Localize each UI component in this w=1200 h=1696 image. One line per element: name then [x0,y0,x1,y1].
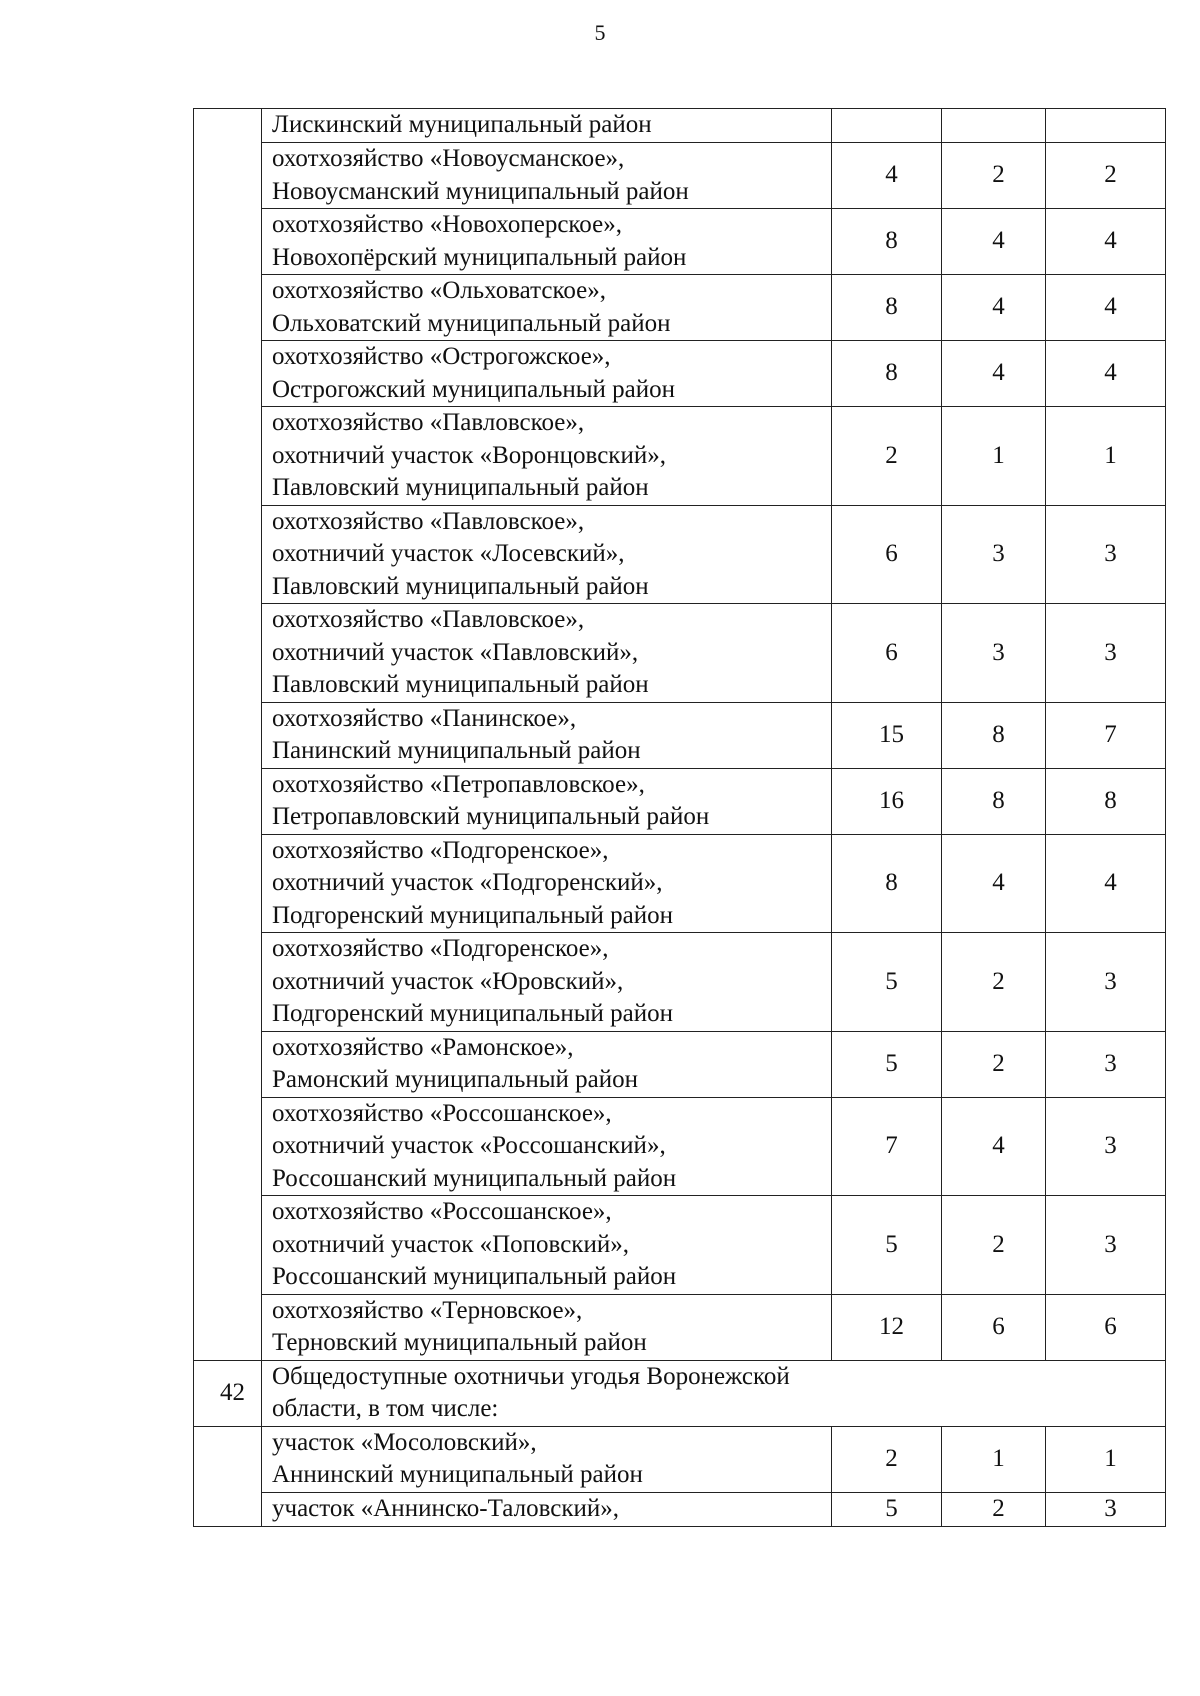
quota-value-cell: 3 [1046,1196,1166,1295]
hunting-ground-cell [262,341,832,407]
page-number: 5 [594,20,606,45]
quota-value-cell: 6 [832,505,942,604]
hunting-ground-cell [262,505,832,604]
hunting-ground-text-line: охотхозяйство «Подгоренское», [272,935,609,962]
hunting-ground-cell [262,1097,832,1196]
hunting-ground-cell [262,933,832,1032]
table-row [194,209,1166,275]
table-row [194,341,1166,407]
hunting-ground-text-line: охотхозяйство «Павловское», [272,507,585,535]
table-row [194,1097,1166,1196]
quota-value-cell: 6 [942,1294,1046,1360]
quota-value-cell: 6 [832,604,942,703]
row-number-cell: 42 [194,1360,262,1426]
quota-value-cell: 16 [832,768,942,834]
hunting-ground-text-line: охотхозяйство «Терновское», [272,1296,583,1324]
hunting-ground-cell [262,702,832,768]
quota-value-cell: 8 [832,275,942,341]
hunting-ground-cell [262,1294,832,1360]
hunting-ground-text-line: охотничий участок «Россошанский», [272,1132,666,1159]
quota-value-cell: 4 [942,834,1046,933]
quota-value-cell: 5 [832,933,942,1032]
hunting-ground-text-line: участок «Аннинско-Таловский», [272,1494,619,1522]
hunting-ground-text-line: охотхозяйство «Новохоперское», [272,211,622,238]
quota-value-cell: 2 [832,1426,942,1492]
quota-value-cell: 3 [1046,604,1166,703]
quota-value-cell: 3 [942,505,1046,604]
hunting-ground-text-line: Терновский муниципальный район [272,1329,647,1356]
hunting-ground-text-line: Острогожский муниципальный район [272,375,676,403]
hunting-ground-text-line: охотничий участок «Юровский», [272,967,624,995]
table-row [194,1294,1166,1360]
hunting-ground-text-line: охотничий участок «Поповский», [272,1230,629,1258]
hunting-ground-cell [262,1426,832,1492]
hunting-ground-cell [262,275,832,341]
quota-value-cell: 1 [942,1426,1046,1492]
quota-value-cell: 12 [832,1294,942,1360]
hunting-ground-text-line: охотхозяйство «Панинское», [272,704,577,732]
quota-value-cell: 1 [1046,407,1166,506]
quota-value-cell [832,109,942,143]
hunting-ground-text-line: охотхозяйство «Павловское», [272,409,585,436]
hunting-ground-text-line: охотхозяйство «Острогожское», [272,343,611,370]
hunting-ground-text-line: Лискинский муниципальный район [272,111,652,139]
quota-value-cell [942,109,1046,143]
hunting-ground-text-line: Россошанский муниципальный район [272,1263,677,1290]
table-row [194,1196,1166,1295]
hunting-ground-text-line: охотхозяйство «Рамонское», [272,1033,574,1061]
quota-value-cell: 3 [942,604,1046,703]
quota-value-cell: 4 [942,275,1046,341]
quota-value-cell: 2 [942,1031,1046,1097]
quota-value-cell: 7 [832,1097,942,1196]
table-row [194,834,1166,933]
quota-value-cell: 8 [832,209,942,275]
hunting-ground-cell [262,109,832,143]
hunting-ground-text-line: Подгоренский муниципальный район [272,1000,673,1027]
hunting-ground-text-line: охотхозяйство «Россошанское», [272,1099,612,1127]
quota-table-body [194,109,1166,1527]
table-row [194,1360,1166,1426]
quota-value-cell: 6 [1046,1294,1166,1360]
quota-value-cell: 8 [832,834,942,933]
hunting-ground-text-line: охотхозяйство «Россошанское», [272,1198,612,1225]
table-row [194,109,1166,143]
quota-value-cell: 3 [1046,505,1166,604]
hunting-ground-cell [262,768,832,834]
hunting-ground-text-line: охотхозяйство «Петропавловское», [272,770,645,798]
row-number-cell [194,109,262,1361]
quota-value-cell: 3 [1046,1492,1166,1526]
hunting-ground-cell [262,143,832,209]
quota-value-cell: 4 [942,1097,1046,1196]
quota-value-cell [1046,109,1166,143]
hunting-ground-cell [262,604,832,703]
hunting-ground-cell [262,1031,832,1097]
hunting-ground-text-line: Россошанский муниципальный район [272,1164,677,1192]
table-row [194,604,1166,703]
table-row [194,933,1166,1032]
hunting-ground-text-line: охотхозяйство «Ольховатское», [272,277,606,304]
quota-value-cell: 8 [942,702,1046,768]
table-row [194,1031,1166,1097]
hunting-ground-text-line: охотхозяйство «Павловское», [272,606,585,633]
hunting-ground-text-line: охотничий участок «Павловский», [272,638,639,666]
quota-value-cell: 4 [1046,209,1166,275]
quota-value-cell: 4 [1046,275,1166,341]
quota-table [193,108,1166,1527]
quota-value-cell: 5 [832,1196,942,1295]
hunting-ground-cell [262,834,832,933]
hunting-ground-cell [262,1492,832,1526]
hunting-ground-text-line: охотничий участок «Подгоренский», [272,869,663,896]
quota-value-cell: 2 [942,1196,1046,1295]
quota-value-cell: 8 [1046,768,1166,834]
hunting-ground-text-line: Аннинский муниципальный район [272,1461,643,1488]
quota-value-cell: 2 [832,407,942,506]
quota-value-cell: 4 [942,341,1046,407]
hunting-ground-text-line: Павловский муниципальный район [272,671,649,698]
quota-value-cell: 4 [942,209,1046,275]
hunting-ground-text-line: охотничий участок «Воронцовский», [272,441,666,469]
table-row [194,1426,1166,1492]
hunting-ground-text-line: Новохопёрский муниципальный район [272,243,687,271]
quota-value-cell: 4 [1046,341,1166,407]
hunting-ground-text-line: Общедоступные охотничьи угодья Воронежской [272,1362,790,1390]
hunting-ground-text-line: Новоусманский муниципальный район [272,177,689,205]
hunting-ground-cell [262,1360,1166,1426]
quota-value-cell: 1 [942,407,1046,506]
quota-value-cell: 4 [832,143,942,209]
hunting-ground-text-line: области, в том числе: [272,1395,499,1422]
hunting-ground-cell [262,1196,832,1295]
quota-value-cell: 8 [942,768,1046,834]
quota-value-cell: 2 [942,1492,1046,1526]
table-row [194,768,1166,834]
quota-value-cell: 3 [1046,1031,1166,1097]
quota-value-cell: 3 [1046,1097,1166,1196]
hunting-ground-text-line: Ольховатский муниципальный район [272,309,671,337]
quota-value-cell: 2 [1046,143,1166,209]
quota-value-cell: 15 [832,702,942,768]
quota-value-cell: 3 [1046,933,1166,1032]
hunting-ground-text-line: Подгоренский муниципальный район [272,901,673,929]
table-row [194,407,1166,506]
hunting-ground-text-line: Рамонский муниципальный район [272,1066,639,1093]
hunting-ground-text-line: Петропавловский муниципальный район [272,803,710,830]
quota-value-cell: 4 [1046,834,1166,933]
hunting-ground-text-line: Павловский муниципальный район [272,572,649,600]
hunting-ground-text-line: участок «Мосоловский», [272,1428,537,1456]
hunting-ground-text-line: охотхозяйство «Подгоренское», [272,836,609,864]
table-row [194,505,1166,604]
table-row [194,275,1166,341]
quota-value-cell: 5 [832,1031,942,1097]
row-number-cell [194,1426,262,1526]
table-row [194,143,1166,209]
table-row [194,1492,1166,1526]
hunting-ground-text-line: Панинский муниципальный район [272,737,641,764]
hunting-ground-cell [262,209,832,275]
quota-value-cell: 1 [1046,1426,1166,1492]
hunting-ground-text-line: Павловский муниципальный район [272,474,649,501]
quota-value-cell: 8 [832,341,942,407]
hunting-ground-text-line: охотхозяйство «Новоусманское», [272,145,625,172]
quota-value-cell: 5 [832,1492,942,1526]
hunting-ground-cell [262,407,832,506]
quota-value-cell: 2 [942,143,1046,209]
hunting-ground-text-line: охотничий участок «Лосевский», [272,540,625,567]
quota-value-cell: 2 [942,933,1046,1032]
quota-value-cell: 7 [1046,702,1166,768]
table-row [194,702,1166,768]
